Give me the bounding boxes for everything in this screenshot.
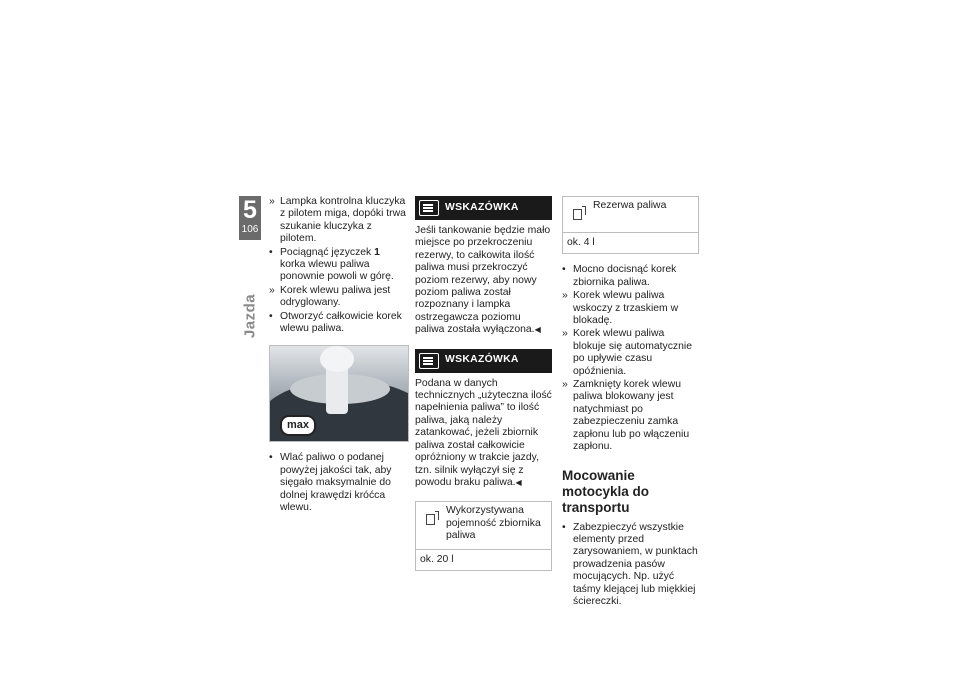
- note-text: [415, 378, 552, 490]
- note-body-text: Podana w danych technicznych „użyteczna ilość napełnienia paliwa” to ilość paliwa, jaką należy zatankować, jeżeli zbiornik paliwa został całkowicie opróżniony w trakcie jazdy, tzn. silnik wyłączył się z powodu braku paliwa.: [415, 377, 552, 488]
- note-header: [415, 349, 552, 373]
- item-text: Korek wlewu paliwa jest odryglowany.: [280, 284, 391, 309]
- section-label: [240, 293, 260, 339]
- list-item: [562, 379, 699, 453]
- item-marker: »: [562, 379, 568, 391]
- item-text: Zamknięty korek wlewu paliwa blokowany jest natychmiast po zabezpieczeniu zamka zapłonu lub po włączeniu zapłonu.: [573, 379, 690, 453]
- info-note-icon: [419, 353, 439, 369]
- item-marker: •: [269, 310, 273, 322]
- info-note-icon: [419, 200, 439, 216]
- fuel-pump-icon: [573, 205, 587, 219]
- list-item: [269, 311, 407, 336]
- spec-value: ok. 4 l: [563, 232, 698, 253]
- list-item: [562, 522, 699, 609]
- item-marker: •: [562, 521, 566, 533]
- item-marker: »: [562, 328, 568, 340]
- item-text: Otworzyć całkowicie korek wlewu paliwa.: [280, 310, 402, 335]
- chapter-number: 5: [243, 196, 257, 224]
- item-marker: »: [562, 290, 568, 302]
- section-heading: Mocowanie motocykla do transportu: [562, 467, 650, 515]
- item-text: Zabezpieczyć wszystkie elementy przed zarysowaniem, w punktach prowadzenia pasów mocujących. Np. użyć taśmy klejącej lub miękkiej ściereczki.: [573, 521, 698, 607]
- note-title: WSKAZÓWKA: [445, 201, 519, 213]
- spec-label-row: [563, 197, 698, 232]
- reference-number: 1: [374, 246, 380, 258]
- spec-value: ok. 20 l: [416, 549, 551, 570]
- note-text: [415, 225, 552, 337]
- column-3: [562, 196, 699, 609]
- fuel-filler-photo: [269, 345, 409, 442]
- column-1: [269, 196, 407, 516]
- max-badge: max: [280, 415, 316, 436]
- item-text: Mocno docisnąć korek zbiornika paliwa.: [573, 264, 677, 288]
- item-text: Pociągnąć języczek: [280, 246, 375, 258]
- fuel-pump-icon: [426, 510, 440, 524]
- item-marker: »: [269, 196, 275, 207]
- item-text: Wlać paliwo o podanej powyżej jakości tak, aby sięgało maksymalnie do dolnej krawędzi króćca wlewu.: [280, 452, 392, 514]
- item-text: Korek wlewu paliwa wskoczy z trzaskiem w blokadę.: [573, 290, 679, 327]
- spec-label-row: [416, 502, 551, 548]
- end-mark: ◀: [534, 325, 541, 335]
- spec-label: Wykorzystywana pojemność zbiornika paliwa: [446, 505, 541, 542]
- item-text: Korek wlewu paliwa blokuje się automatycznie po upływie czasu opóźnienia.: [573, 328, 692, 377]
- list-item: [269, 247, 407, 284]
- list-item: [269, 285, 407, 310]
- column-2: [415, 196, 552, 581]
- section-label-text: Jazda: [241, 293, 259, 339]
- note-header: [415, 196, 552, 220]
- list-item: [562, 328, 699, 378]
- note-title: WSKAZÓWKA: [445, 354, 519, 366]
- note-body-text: Jeśli tankowanie będzie mało miejsce po przekroczeniu rezerwy, to całkowita ilość paliwa musi przekroczyć poziom rezerwy, aby nowy poziom paliwa został rozpoznany i lampka ostrzegawcza poziomu paliwa została wyłączona.: [415, 225, 551, 336]
- list-item: [269, 196, 407, 246]
- item-marker: »: [269, 284, 275, 296]
- end-mark: ◀: [515, 477, 522, 487]
- list-item: [562, 264, 699, 289]
- item-text: korka wlewu paliwa ponownie powoli w górę.: [280, 259, 394, 283]
- spec-label: Rezerwa paliwa: [593, 200, 667, 211]
- filler-cap: [320, 346, 354, 372]
- list-item: [562, 290, 699, 327]
- list-item: [269, 452, 407, 514]
- page-number: 106: [241, 224, 259, 235]
- spec-box: [562, 196, 699, 254]
- item-text: Lampka kontrolna kluczyka z pilotem miga, dopóki trwa szukanie kluczyka z pilotem.: [280, 196, 406, 245]
- item-marker: •: [269, 452, 273, 464]
- item-marker: •: [562, 264, 566, 276]
- spec-box: [415, 501, 552, 571]
- item-marker: •: [269, 246, 273, 258]
